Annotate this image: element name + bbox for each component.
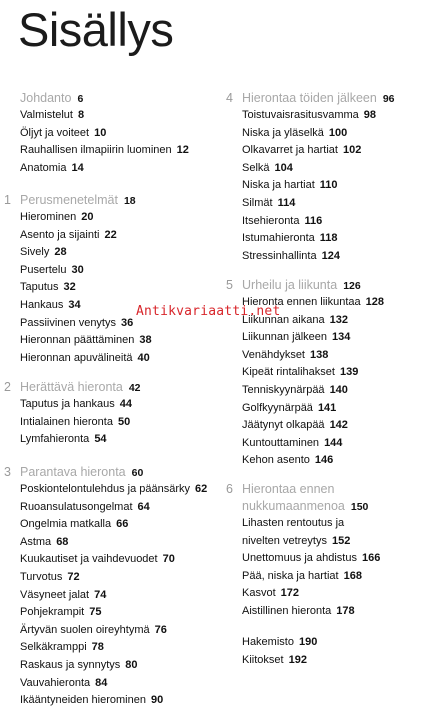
toc-entry[interactable]: Itsehieronta 116 <box>242 214 323 227</box>
entry-page: 80 <box>125 658 138 671</box>
entry-page: 32 <box>63 281 76 294</box>
toc-entry[interactable]: Ikääntyneiden hierominen 90 <box>20 694 164 707</box>
toc-entry[interactable]: Turvotus 72 <box>20 570 80 583</box>
section-heading[interactable] <box>222 481 436 498</box>
section-page: 96 <box>382 93 395 105</box>
toc-entry[interactable]: Hieronnan apuvälineitä 40 <box>20 351 150 364</box>
entry-page: 68 <box>56 535 69 548</box>
entry-page: 84 <box>95 676 108 689</box>
entry-page: 116 <box>304 214 323 227</box>
toc-entry[interactable]: Golfkyynärpää 141 <box>242 401 337 414</box>
toc-entry[interactable]: Ongelmia matkalla 66 <box>20 518 129 531</box>
entry-page: 138 <box>310 348 329 361</box>
entry-page: 141 <box>317 401 337 414</box>
entry-page: 128 <box>365 296 384 308</box>
entry-page: 22 <box>104 228 117 241</box>
toc-entry[interactable]: Taputus 32 <box>20 281 76 294</box>
toc-section-3 <box>0 464 218 710</box>
toc-entry[interactable]: Hierominen 20 <box>20 211 94 223</box>
toc-entry[interactable]: Pohjekrampit 75 <box>20 606 102 619</box>
toc-entry[interactable]: Kuukautiset ja vaihdevuodet 70 <box>20 553 175 566</box>
toc-entry[interactable]: Kuntouttaminen 144 <box>242 436 343 449</box>
section-title-line2: nukkumaanmenoa 150 <box>242 499 369 513</box>
entry-page: 50 <box>117 415 131 428</box>
toc-entry[interactable]: Väsyneet jalat 74 <box>20 588 107 601</box>
section-page: 60 <box>131 467 144 479</box>
section-title: Perusmenetelmät 18 <box>20 193 136 207</box>
entry-page: 110 <box>319 179 338 192</box>
toc-entry[interactable]: Selkä 104 <box>242 161 293 174</box>
toc-section-4 <box>222 90 436 265</box>
entry-page: 100 <box>328 126 348 139</box>
section-heading[interactable] <box>0 192 218 209</box>
entry-page: 34 <box>68 298 81 311</box>
section-number: 1 <box>4 193 11 207</box>
toc-entry[interactable]: Pusertelu 30 <box>20 263 84 276</box>
entry-page: 190 <box>298 636 318 648</box>
toc-entry[interactable]: Lihasten rentoutus ja <box>242 517 345 529</box>
section-title: Urheilu ja liikunta 126 <box>242 278 361 292</box>
section-page: 18 <box>123 195 136 207</box>
entry-page: 76 <box>154 623 167 636</box>
entry-page: 134 <box>332 331 351 344</box>
toc-entry[interactable]: Hankaus 34 <box>20 298 81 311</box>
section-title: Johdanto 6 <box>20 91 84 105</box>
section-heading[interactable] <box>0 90 218 107</box>
section-number: 2 <box>4 380 11 394</box>
toc-entry[interactable]: Silmät 114 <box>242 196 296 209</box>
section-heading[interactable] <box>0 464 218 481</box>
entry-page: 152 <box>331 534 351 547</box>
entry-page: 140 <box>329 383 348 396</box>
section-number: 6 <box>226 482 233 496</box>
section-heading[interactable] <box>222 277 436 294</box>
section-heading[interactable] <box>0 379 218 396</box>
entry-page: 70 <box>162 553 175 566</box>
toc-section-1 <box>0 192 218 367</box>
watermark-text: Antikvariaatti.net <box>136 304 281 319</box>
entry-page: 14 <box>71 161 84 174</box>
toc-entry[interactable]: Niska ja hartiat 110 <box>242 179 338 192</box>
entry-page: 192 <box>288 653 307 666</box>
entry-page: 132 <box>329 313 348 326</box>
entry-page: 178 <box>336 604 355 617</box>
toc-entry[interactable]: Anatomia 14 <box>20 161 84 174</box>
section-title: Herättävä hieronta 42 <box>20 380 141 394</box>
toc-entry[interactable]: Raskaus ja synnytys 80 <box>20 658 138 671</box>
toc-entry[interactable]: nivelten vetreytys 152 <box>242 534 351 547</box>
entry-page: 166 <box>361 552 381 565</box>
toc-entry[interactable]: Unettomuus ja ahdistus 166 <box>242 552 381 565</box>
toc-entry[interactable]: Kasvot 172 <box>242 587 299 600</box>
toc-section-6 <box>222 481 436 621</box>
entry-page: 78 <box>91 641 104 654</box>
entry-page: 36 <box>121 316 134 329</box>
entry-page: 172 <box>280 587 299 600</box>
entry-page: 168 <box>343 569 362 582</box>
entry-page: 66 <box>116 518 129 531</box>
toc-entry[interactable]: Sively 28 <box>20 246 67 259</box>
entry-page: 28 <box>54 246 67 259</box>
entry-page: 44 <box>119 398 133 410</box>
toc-entry[interactable]: Asento ja sijainti 22 <box>20 228 117 241</box>
section-heading[interactable] <box>222 90 436 107</box>
section-number: 5 <box>226 278 233 292</box>
section-title: Hierontaa töiden jälkeen 96 <box>242 91 395 105</box>
page-title: Sisällys <box>18 3 174 56</box>
toc-entry[interactable]: Kehon asento 146 <box>242 454 334 467</box>
toc-entry[interactable]: Istumahieronta 118 <box>242 232 338 245</box>
entry-page: 90 <box>150 694 164 707</box>
entry-page: 98 <box>363 109 377 121</box>
toc-entry[interactable]: Selkäkramppi 78 <box>20 641 104 654</box>
section-number: 3 <box>4 465 11 479</box>
entry-page: 74 <box>94 588 107 601</box>
toc-entry-index[interactable]: Hakemisto 190 <box>242 636 318 648</box>
toc-entry[interactable]: Rauhallisen ilmapiirin luominen 12 <box>20 144 189 157</box>
toc-entry[interactable]: Liikunnan jälkeen 134 <box>242 331 351 344</box>
toc-entry[interactable]: Tenniskyynärpää 140 <box>242 383 348 396</box>
toc-entry[interactable]: Hieronta ennen liikuntaa 128 <box>242 296 384 308</box>
toc-entry[interactable]: Stressinhallinta 124 <box>242 249 340 262</box>
entry-page: 20 <box>81 211 94 223</box>
toc-entry[interactable]: Kipeät rintalihakset 139 <box>242 366 359 379</box>
entry-page: 139 <box>339 366 359 379</box>
entry-page: 102 <box>342 144 362 157</box>
toc-section-introduction <box>0 90 218 177</box>
toc-entry[interactable]: Hieronnan päättäminen 38 <box>20 334 152 347</box>
section-title: Parantava hieronta 60 <box>20 465 144 479</box>
toc-entry[interactable]: Ärtyvän suolen oireyhtymä 76 <box>20 623 167 636</box>
toc-entry[interactable]: Pää, niska ja hartiat 168 <box>242 569 362 582</box>
toc-entry[interactable]: Liikunnan aikana 132 <box>242 313 348 326</box>
toc-section-2 <box>0 379 218 449</box>
toc-entry[interactable]: Jäätynyt olkapää 142 <box>242 419 348 432</box>
section-title: Hierontaa ennen <box>242 482 335 496</box>
entry-page: 144 <box>324 436 343 449</box>
section-page: 126 <box>343 280 361 292</box>
toc-entry-acknowledgements[interactable]: Kiitokset 192 <box>242 653 307 666</box>
toc-entry[interactable]: Niska ja yläselkä 100 <box>242 126 348 139</box>
toc-entry[interactable]: Poskiontelontulehdus ja päänsärky 62 <box>20 483 208 495</box>
toc-entry[interactable]: Aistillinen hieronta 178 <box>242 604 355 617</box>
toc-entry[interactable]: Lymfahieronta 54 <box>20 433 107 446</box>
toc-appendix <box>222 634 436 669</box>
entry-page: 8 <box>77 109 85 121</box>
toc-entry[interactable]: Vauvahieronta 84 <box>20 676 108 689</box>
section-number: 4 <box>226 91 233 105</box>
entry-page: 118 <box>319 232 338 245</box>
toc-entry[interactable]: Toistuvaisrasitusvamma 98 <box>242 109 377 121</box>
entry-page: 30 <box>71 263 84 276</box>
entry-page: 114 <box>277 196 296 209</box>
section-page: 150 <box>350 501 369 513</box>
entry-page: 104 <box>274 161 293 174</box>
section-page: 6 <box>77 93 84 105</box>
toc-entry[interactable]: Ruoansulatusongelmat 64 <box>20 500 150 513</box>
entry-page: 40 <box>137 351 150 364</box>
entry-page: 72 <box>67 570 80 583</box>
toc-entry[interactable]: Astma 68 <box>20 535 69 548</box>
entry-page: 62 <box>195 483 208 495</box>
entry-page: 75 <box>89 606 102 619</box>
toc-entry[interactable]: Olkavarret ja hartiat 102 <box>242 144 362 157</box>
entry-page: 12 <box>176 144 189 157</box>
toc-entry[interactable]: Intialainen hieronta 50 <box>20 415 131 428</box>
toc-entry[interactable]: Taputus ja hankaus 44 <box>20 398 133 410</box>
entry-page: 54 <box>94 433 107 446</box>
section-heading-line2[interactable] <box>222 498 436 515</box>
entry-page: 10 <box>94 126 107 139</box>
entry-page: 64 <box>137 500 150 513</box>
entry-page: 142 <box>329 419 348 432</box>
entry-page: 124 <box>321 249 340 262</box>
section-page: 42 <box>128 382 141 394</box>
toc-entry[interactable]: Öljyt ja voiteet 10 <box>20 126 107 139</box>
toc-entry[interactable]: Valmistelut 8 <box>20 109 85 121</box>
toc-entry[interactable]: Venähdykset 138 <box>242 348 329 361</box>
entry-page: 146 <box>314 454 334 467</box>
toc-entry[interactable]: Passiivinen venytys 36 <box>20 316 134 329</box>
entry-page: 38 <box>139 334 152 347</box>
